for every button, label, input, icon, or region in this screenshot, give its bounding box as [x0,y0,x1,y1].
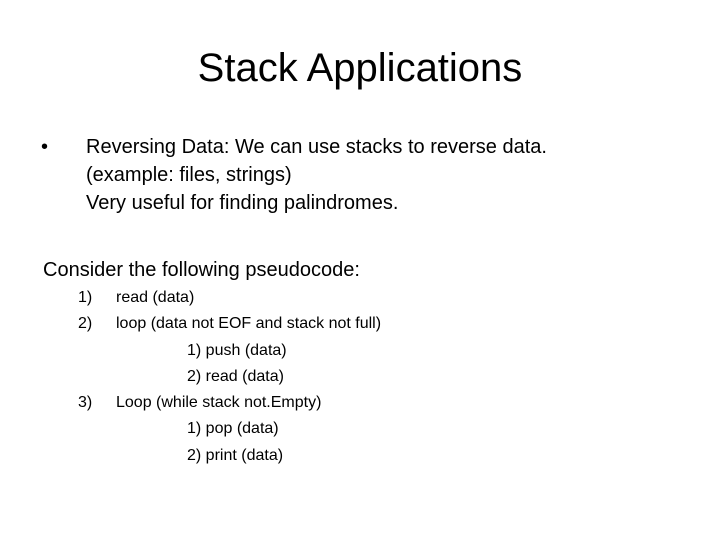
pseudocode-substep [0,364,720,390]
substep-text: 2) read (data) [187,367,284,385]
substep-text: 2) print (data) [187,446,284,464]
step-text: loop (data not EOF and stack not full) [116,315,382,333]
step-number: 3) [78,394,93,412]
bullet-line: Very useful for finding palindromes. [86,192,399,214]
pseudocode-substep [0,416,720,442]
bullet-text [86,133,547,217]
consider-heading: Consider the following pseudocode: [43,259,360,281]
substep-text: 1) push (data) [187,341,287,359]
pseudocode-substep [0,338,720,364]
slide-title: Stack Applications [197,46,523,90]
bullet-line: Reversing Data: We can use stacks to reverse data. [86,136,547,158]
step-number: 1) [78,289,93,306]
pseudocode-step [0,285,720,311]
bullet-line: (example: files, strings) [86,164,292,186]
substep-text: 1) pop (data) [187,420,279,438]
pseudocode-step [0,390,720,416]
pseudocode-step [0,311,720,337]
step-text: read (data) [116,289,195,306]
step-text: Loop (while stack not.Empty) [116,394,322,412]
step-number: 2) [78,315,93,333]
bullet-marker: • [41,136,49,158]
pseudocode-list [0,285,720,469]
pseudocode-substep [0,443,720,469]
